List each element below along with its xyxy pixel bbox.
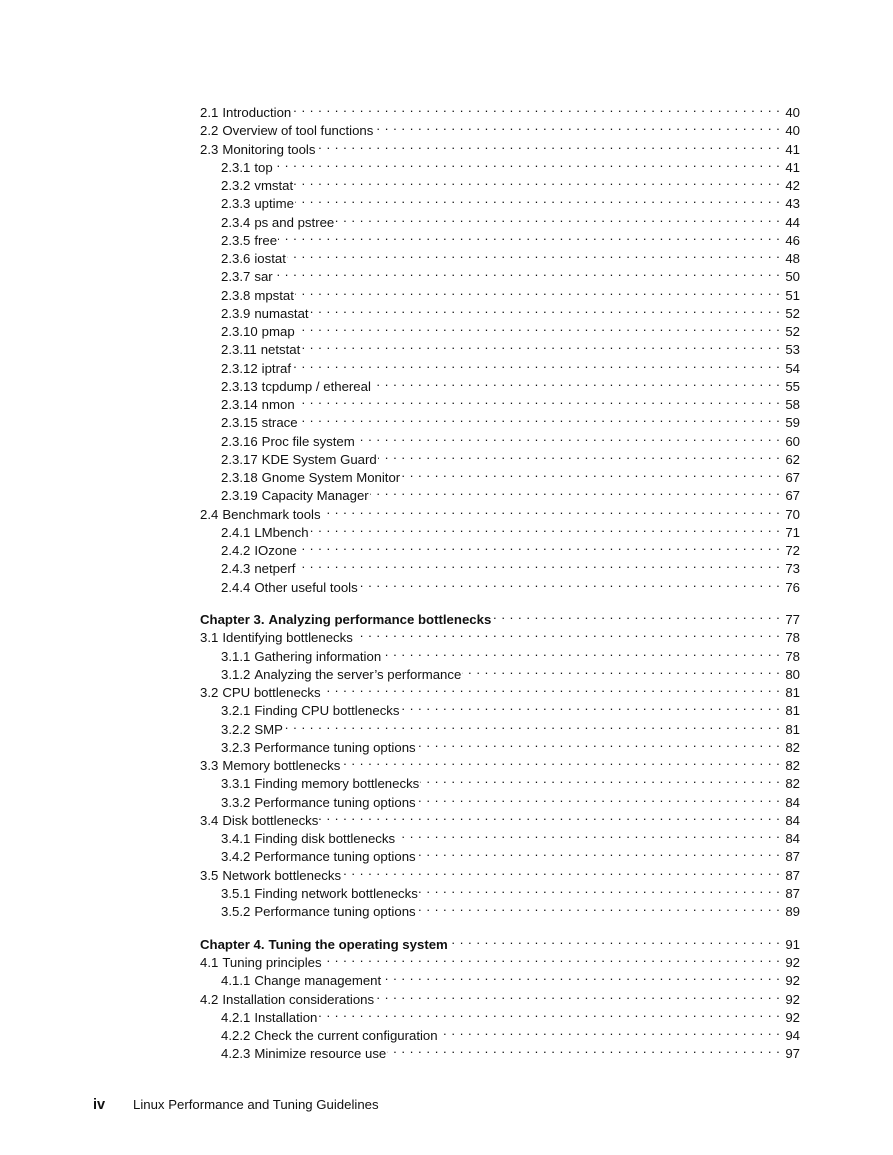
toc-entry-title: strace <box>261 415 298 431</box>
toc-entry-title: KDE System Guard <box>261 451 377 467</box>
toc-page-number: 52 <box>785 324 800 339</box>
toc-entry-title: Gnome System Monitor <box>261 470 401 485</box>
toc-entry-number: 3.4 <box>200 812 219 828</box>
toc-entry-number: 2.4.2 <box>221 543 251 558</box>
toc-entry-title: free <box>254 232 278 248</box>
toc-entry-title: Finding CPU bottlenecks <box>254 703 400 719</box>
toc-entry-number: Chapter 4. <box>200 936 265 952</box>
toc-page-number: 41 <box>785 159 800 175</box>
toc-entry-title: Capacity Manager <box>261 488 369 504</box>
toc-entry-number: 3.4.2 <box>221 849 251 865</box>
toc-page-number: 54 <box>785 360 800 376</box>
toc-entry-title: Performance tuning options <box>254 739 416 755</box>
toc-page-number: 89 <box>785 904 800 920</box>
toc-page-number: 70 <box>785 506 800 522</box>
dot-leader <box>296 391 781 409</box>
toc-page-number: 92 <box>785 991 800 1007</box>
dot-leader <box>292 355 780 373</box>
toc-page-number: 92 <box>785 955 800 971</box>
dot-leader <box>417 734 781 752</box>
toc-chapter-entry[interactable] <box>200 931 800 952</box>
dot-leader <box>374 117 780 135</box>
toc-entry-title: LMbench <box>254 524 309 540</box>
dot-leader <box>322 679 781 697</box>
toc-page-number: 81 <box>785 703 800 719</box>
toc-entry-title: Tuning principles <box>222 955 322 971</box>
toc-entry-number: 3.2.1 <box>221 703 251 719</box>
dot-leader <box>387 1040 780 1058</box>
toc-page-number: 40 <box>785 123 800 139</box>
toc-entry-title: netperf <box>254 561 296 577</box>
dot-leader <box>417 898 781 916</box>
toc-entry-title: Check the current configuration <box>254 1028 438 1044</box>
dot-leader <box>310 519 781 537</box>
toc-entry-number: 3.2.3 <box>221 739 251 755</box>
toc-entry-title: tcpdump / ethereal <box>261 378 371 394</box>
toc-page-number: 82 <box>785 739 800 755</box>
page-footer <box>93 1097 379 1113</box>
toc-page-number: 82 <box>785 776 800 792</box>
toc-page-number: 73 <box>785 561 800 577</box>
toc-page-number: 71 <box>785 524 800 540</box>
toc-entry-number: 2.3.9 <box>221 305 251 321</box>
toc-entry-title: netstat <box>260 342 301 358</box>
toc-entry-title: Identifying bottlenecks <box>222 630 353 646</box>
toc-page-number: 78 <box>785 630 800 646</box>
toc-entry-title: iostat <box>254 251 286 266</box>
toc-entry-title: Disk bottlenecks <box>222 812 319 828</box>
toc-entry-number: 2.1 <box>200 105 219 120</box>
toc-entry[interactable] <box>200 282 800 303</box>
dot-leader <box>382 643 780 661</box>
dot-leader <box>396 825 780 843</box>
toc-entry-number: 2.3.19 <box>221 488 258 504</box>
toc-entry-title: Introduction <box>222 105 292 120</box>
toc-entry-number: 2.3.10 <box>221 324 258 339</box>
book-title: Linux Performance and Tuning Guidelines <box>133 1097 379 1112</box>
toc-entry-number: 3.4.1 <box>221 831 251 847</box>
toc-page-number: 81 <box>785 721 800 737</box>
toc-page-number: 59 <box>785 415 800 431</box>
toc-entry-number: 2.3.18 <box>221 470 258 485</box>
toc-entry-number: 3.2 <box>200 685 219 701</box>
toc-entry-title: Network bottlenecks <box>222 867 342 883</box>
toc-page-number: 46 <box>785 232 800 248</box>
toc-entry-number: 2.3 <box>200 141 219 157</box>
toc-entry-number: 2.3.15 <box>221 415 258 431</box>
toc-entry[interactable] <box>200 716 800 737</box>
toc-entry-number: 2.3.17 <box>221 451 258 467</box>
toc-entry-number: 3.1.1 <box>221 648 251 664</box>
toc-page-number: 80 <box>785 666 800 682</box>
toc-entry[interactable] <box>200 263 800 285</box>
toc-entry-number: 2.3.3 <box>221 196 251 212</box>
toc-entry[interactable] <box>200 99 800 120</box>
toc-entry[interactable] <box>200 154 800 175</box>
dot-leader <box>378 446 781 464</box>
dot-leader <box>419 880 781 898</box>
toc-page-number: 55 <box>785 378 800 394</box>
toc-entry-title: uptime <box>254 196 294 212</box>
toc-page-number: 76 <box>785 579 800 595</box>
toc-entry-title: Performance tuning options <box>254 849 416 865</box>
toc-page-number: 87 <box>785 885 800 901</box>
toc-entry-title: Analyzing performance bottlenecks <box>268 612 492 628</box>
toc-entry-number: 3.5.2 <box>221 904 251 920</box>
toc-page-number: 84 <box>785 831 800 847</box>
toc-entry-number: 2.2 <box>200 123 219 139</box>
toc-entry-title: vmstat <box>254 178 294 193</box>
toc-entry-title: Finding disk bottlenecks <box>254 831 396 847</box>
toc-entry-number: 2.3.14 <box>221 397 258 412</box>
toc-entry-title: Benchmark tools <box>222 506 321 522</box>
toc-chapter-entry[interactable] <box>200 606 800 628</box>
dot-leader <box>449 931 781 949</box>
toc-entry[interactable] <box>200 172 800 193</box>
toc-page-number: 43 <box>785 196 800 212</box>
page-folio: iv <box>93 1097 106 1113</box>
dot-leader <box>299 409 781 427</box>
dot-leader <box>301 336 780 354</box>
toc-page-number: 92 <box>785 973 800 989</box>
toc-entry-number: 2.3.2 <box>221 178 251 193</box>
toc-entry-number: 4.2 <box>200 991 219 1007</box>
toc-entry-title: IOzone <box>254 543 297 558</box>
toc-page-number: 58 <box>785 397 800 412</box>
toc-page-number: 97 <box>785 1046 800 1062</box>
toc-entry-number: 2.3.6 <box>221 251 251 266</box>
toc-entry-number: 2.4.3 <box>221 561 251 577</box>
toc-page-number: 84 <box>785 794 800 810</box>
dot-leader <box>401 464 780 482</box>
toc-page-number: 67 <box>785 470 800 485</box>
toc-entry-number: 2.4.1 <box>221 524 251 540</box>
dot-leader <box>295 282 780 300</box>
toc-entry-number: 3.3 <box>200 758 219 774</box>
toc-entry-number: 2.4.4 <box>221 579 251 595</box>
toc-entry-title: Finding network bottlenecks <box>254 885 418 901</box>
toc-entry-title: mpstat <box>254 287 294 303</box>
toc-page-number: 44 <box>785 214 800 230</box>
toc-entry-number: 2.3.13 <box>221 378 258 394</box>
dot-leader <box>278 227 780 245</box>
toc-page-number: 52 <box>785 305 800 321</box>
toc-entry-number: 2.3.8 <box>221 287 251 303</box>
toc-entry-title: Finding memory bottlenecks <box>254 776 420 792</box>
toc-page-number: 40 <box>785 105 800 120</box>
toc-entry-title: Minimize resource use <box>254 1046 387 1062</box>
toc-page-number: 51 <box>785 287 800 303</box>
toc-entry-title: Overview of tool functions <box>222 123 374 139</box>
dot-leader <box>298 537 780 555</box>
dot-leader <box>417 843 781 861</box>
toc-entry-number: 2.4 <box>200 506 219 522</box>
toc-entry-title: Analyzing the server’s performance <box>254 666 462 682</box>
toc-entry-title: iptraf <box>261 360 291 376</box>
toc-page-number: 48 <box>785 251 800 266</box>
toc-entry-title: Performance tuning options <box>254 794 416 810</box>
toc-page-number: 60 <box>785 433 800 449</box>
dot-leader <box>492 606 780 624</box>
toc-entry-number: 2.3.12 <box>221 360 258 376</box>
toc-page-number: 91 <box>785 936 800 952</box>
toc-page-number: 81 <box>785 685 800 701</box>
toc-entry-title: pmap <box>261 324 295 339</box>
toc-entry-title: Proc file system <box>261 433 355 449</box>
dot-leader <box>354 624 780 642</box>
toc-entry-title: ps and pstree <box>254 214 335 230</box>
toc-entry-title: top <box>254 159 273 175</box>
toc-entry-number: 4.2.1 <box>221 1009 251 1025</box>
dot-leader <box>382 967 780 985</box>
toc-entry[interactable] <box>200 227 800 248</box>
dot-leader <box>359 574 781 592</box>
toc-entry-title: CPU bottlenecks <box>222 685 321 701</box>
dot-leader <box>295 190 780 208</box>
toc-page-number: 72 <box>785 543 800 558</box>
toc-entry-title: Other useful tools <box>254 579 358 595</box>
dot-leader <box>400 697 780 715</box>
toc-page-number: 94 <box>785 1028 800 1044</box>
toc-entry-number: 3.5 <box>200 867 219 883</box>
dot-leader <box>296 318 781 336</box>
dot-leader <box>439 1022 781 1040</box>
toc-entry-title: Gathering information <box>254 648 382 664</box>
dot-leader <box>342 862 780 880</box>
toc-page-number: 67 <box>785 488 800 504</box>
toc-page-number: 50 <box>785 269 800 285</box>
dot-leader <box>284 716 780 734</box>
toc-entry-number: 2.3.7 <box>221 269 251 285</box>
dot-leader <box>372 373 780 391</box>
toc-page-number: 92 <box>785 1009 800 1025</box>
toc-entry-title: nmon <box>261 397 295 412</box>
toc-page-number: 77 <box>785 612 800 628</box>
table-of-contents <box>200 99 800 1062</box>
dot-leader <box>341 752 780 770</box>
toc-entry-number: 3.2.2 <box>221 721 251 737</box>
dot-leader <box>274 263 781 281</box>
toc-page-number: 87 <box>785 849 800 865</box>
toc-entry-title: Change management <box>254 973 382 989</box>
toc-entry-number: 4.1 <box>200 955 219 971</box>
toc-entry-number: 2.3.1 <box>221 159 251 175</box>
toc-page-number: 41 <box>785 141 800 157</box>
toc-entry-number: 2.3.5 <box>221 232 251 248</box>
dot-leader <box>323 949 781 967</box>
toc-entry-title: Installation <box>254 1009 318 1025</box>
toc-page-number: 78 <box>785 648 800 664</box>
dot-leader <box>318 1004 780 1022</box>
dot-leader <box>335 209 780 227</box>
toc-page-number: 53 <box>785 342 800 358</box>
toc-entry-number: 2.3.16 <box>221 433 258 449</box>
dot-leader <box>322 501 781 519</box>
toc-entry-title: SMP <box>254 721 283 737</box>
dot-leader <box>370 482 781 500</box>
dot-leader <box>356 428 781 446</box>
toc-entry-title: Installation considerations <box>222 991 375 1007</box>
toc-entry-number: 3.5.1 <box>221 885 251 901</box>
toc-entry-number: 4.2.3 <box>221 1046 251 1062</box>
dot-leader <box>319 807 780 825</box>
dot-leader <box>296 555 780 573</box>
toc-entry-title: Performance tuning options <box>254 904 416 920</box>
toc-entry-number: 4.1.1 <box>221 973 251 989</box>
toc-page-number: 42 <box>785 178 800 193</box>
toc-page-number: 62 <box>785 451 800 467</box>
toc-entry-number: 3.3.1 <box>221 776 251 792</box>
toc-entry-number: 3.1 <box>200 630 219 646</box>
toc-entry-title: Memory bottlenecks <box>222 758 341 774</box>
dot-leader <box>294 172 780 190</box>
toc-page-number: 82 <box>785 758 800 774</box>
toc-page-number: 87 <box>785 867 800 883</box>
dot-leader <box>420 770 780 788</box>
toc-entry-title: Tuning the operating system <box>268 936 448 952</box>
toc-entry-number: 3.3.2 <box>221 794 251 810</box>
toc-entry-title: Monitoring tools <box>222 141 316 157</box>
toc-entry-number: 4.2.2 <box>221 1028 251 1044</box>
toc-entry-number: 3.1.2 <box>221 666 251 682</box>
dot-leader <box>310 300 781 318</box>
dot-leader <box>316 136 780 154</box>
toc-entry-title: numastat <box>254 305 309 321</box>
toc-entry[interactable] <box>200 245 800 266</box>
toc-entry-number: 2.3.11 <box>221 342 257 358</box>
dot-leader <box>462 661 780 679</box>
toc-entry-number: Chapter 3. <box>200 612 265 628</box>
toc-entry[interactable] <box>200 734 800 755</box>
toc-page-number: 84 <box>785 812 800 828</box>
dot-leader <box>274 154 781 172</box>
toc-entry-number: 2.3.4 <box>221 214 251 230</box>
dot-leader <box>292 99 780 117</box>
dot-leader <box>287 245 780 263</box>
toc-entry-title: sar <box>254 269 273 285</box>
dot-leader <box>417 789 781 807</box>
dot-leader <box>375 986 780 1004</box>
